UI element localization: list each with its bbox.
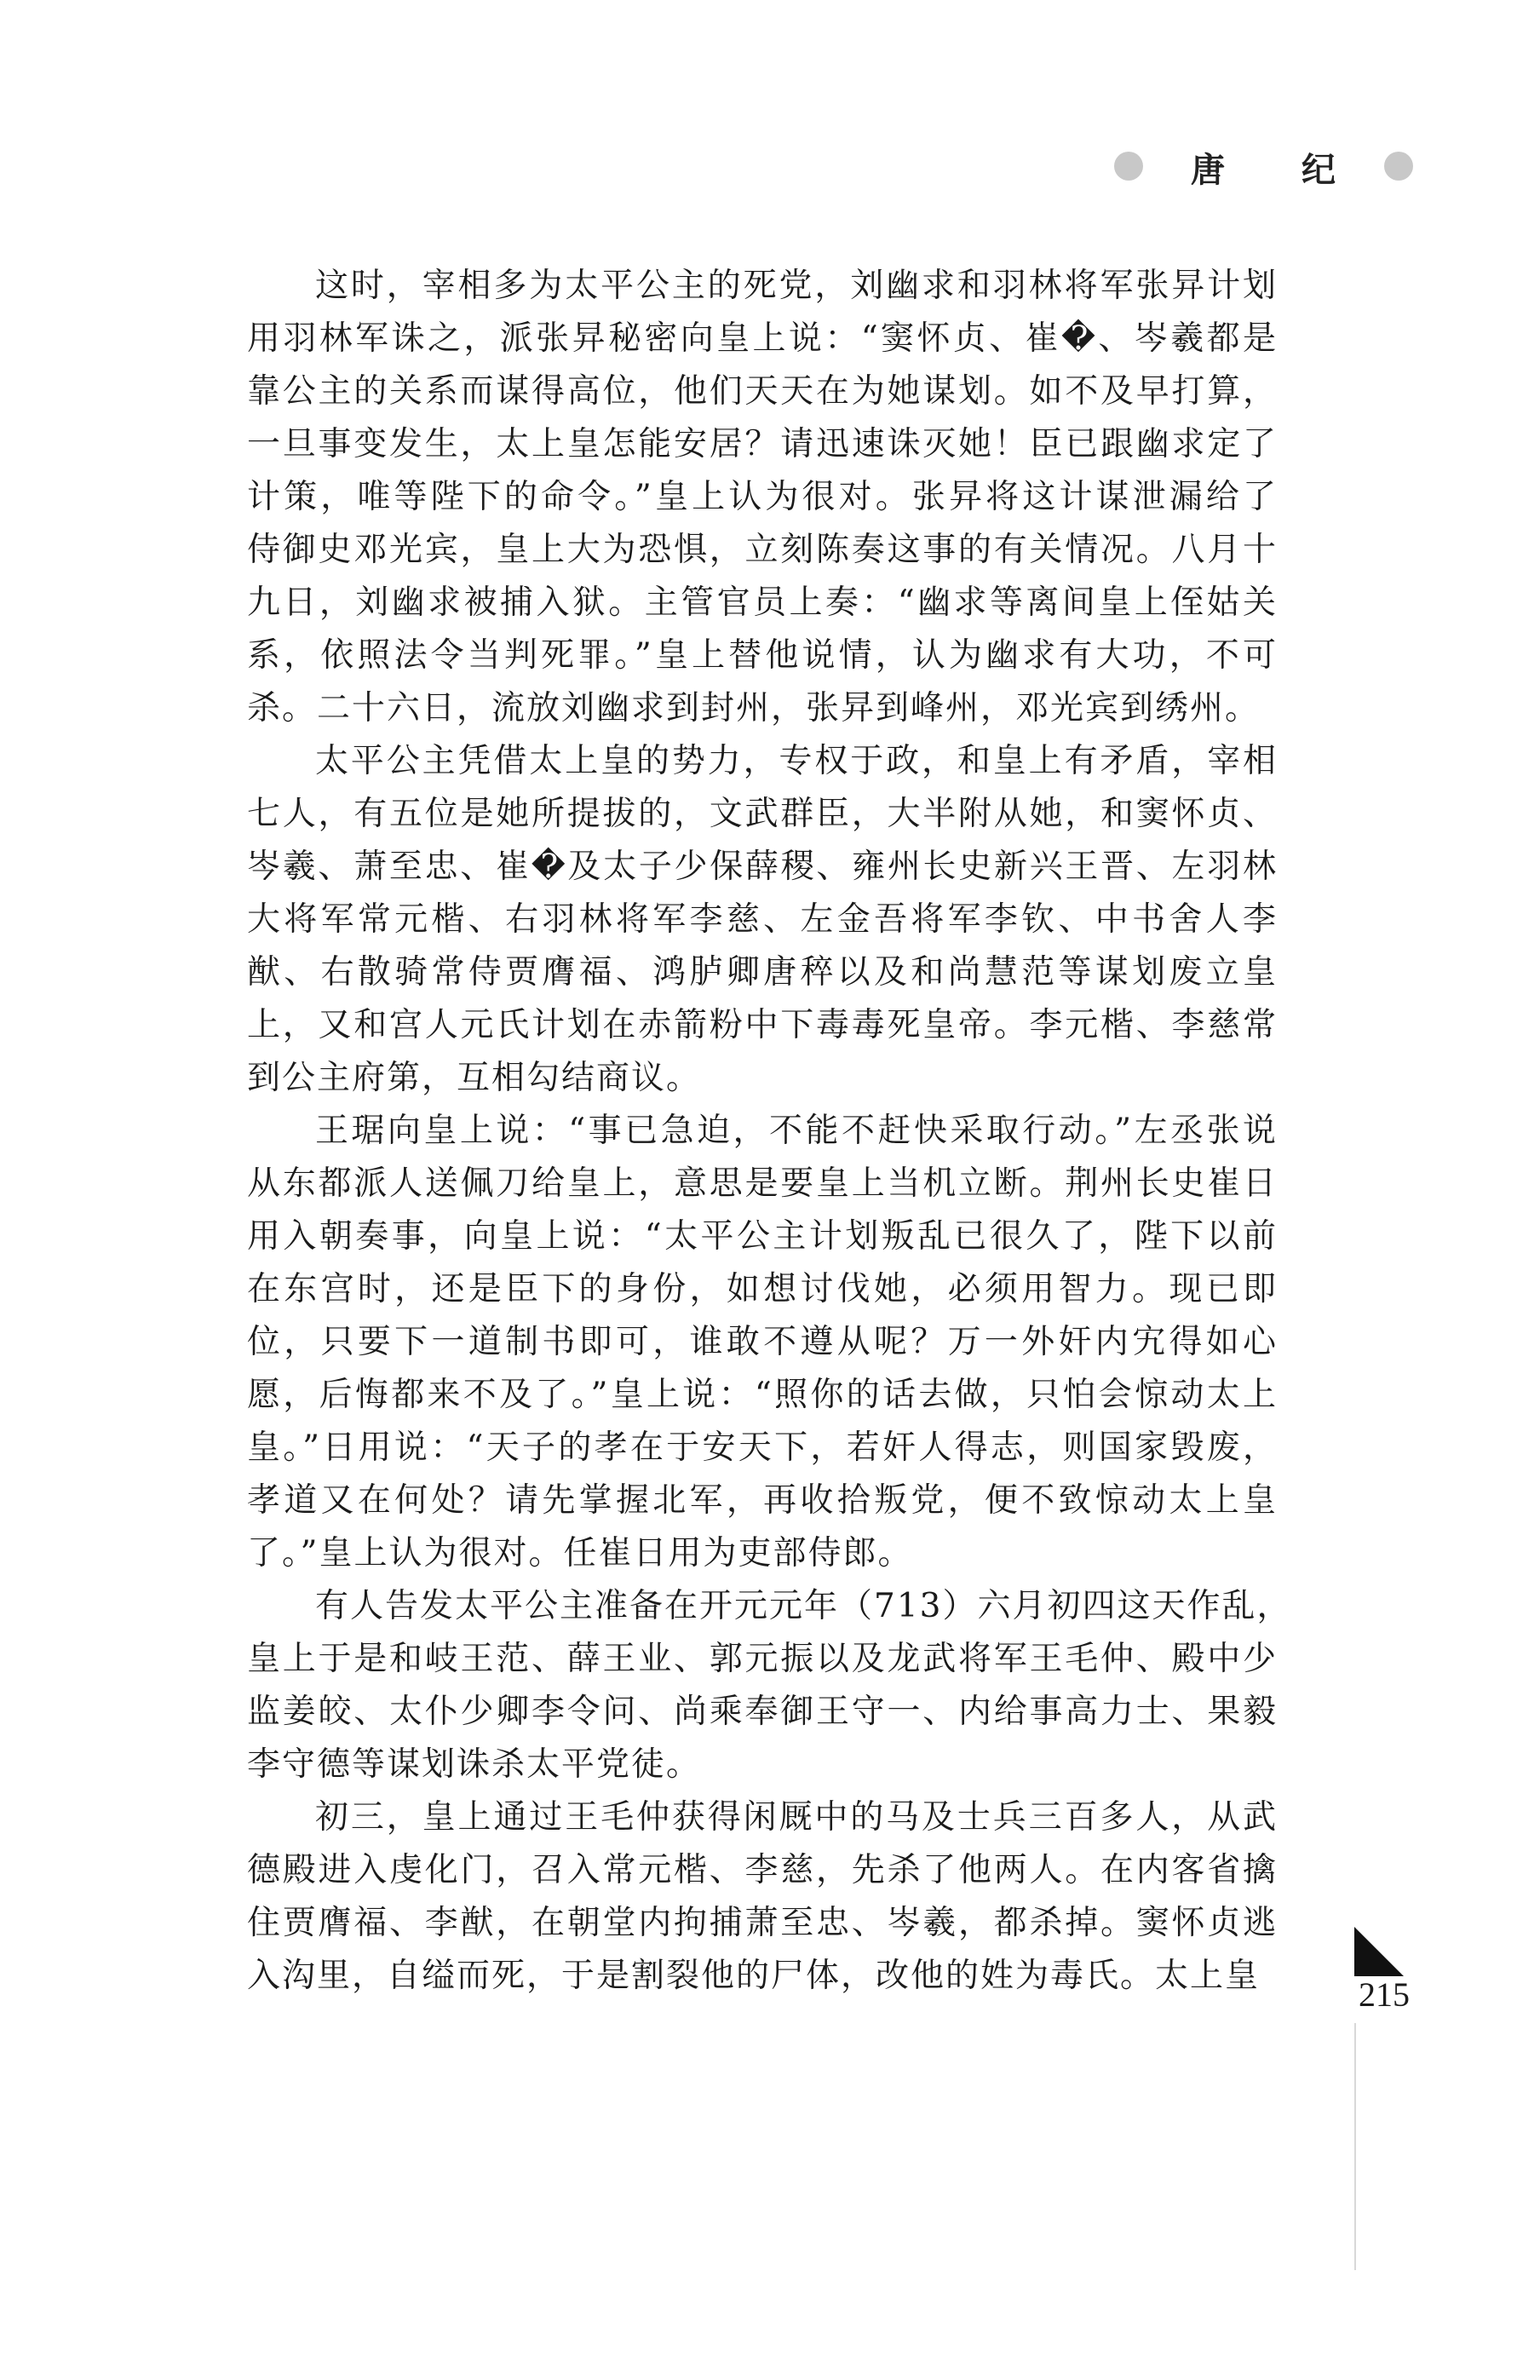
- text-line: 七人，有五位是她所提拔的，文武群臣，大半附从她，和窦怀贞、: [247, 795, 1278, 833]
- text-line: 愿，后悔都来不及了。”皇上说：“照你的话去做，只怕会惊动太上: [247, 1376, 1278, 1414]
- text-line: 王琚向皇上说：“事已急迫，不能不赶快采取行动。”左丞张说: [315, 1112, 1278, 1150]
- text-line: 了。”皇上认为很对。任崔日用为吏部侍郎。: [247, 1534, 913, 1572]
- text-line: 用入朝奏事，向皇上说：“太平公主计划叛乱已很久了，陛下以前: [247, 1217, 1278, 1256]
- paragraph: [247, 735, 1278, 1105]
- text-line: 孝道又在何处？请先掌握北军，再收拾叛党，便不致惊动太上皇: [247, 1481, 1278, 1520]
- text-line: 猷、右散骑常侍贾膺福、鸿胪卿唐稡以及和尚慧范等谋划废立皇: [247, 953, 1278, 992]
- text-line: 计策，唯等陛下的命令。”皇上认为很对。张㫒将这计谋泄漏给了: [247, 478, 1278, 516]
- text-line: 系，依照法令当判死罪。”皇上替他说情，认为幽求有大功，不可: [247, 636, 1278, 675]
- text-line: 九日，刘幽求被捕入狱。主管官员上奏：“幽求等离间皇上侄姑关: [247, 584, 1278, 622]
- text-line: 从东都派人送佩刀给皇上，意思是要皇上当机立断。荆州长史崔日: [247, 1164, 1278, 1203]
- page-number: 215: [1359, 1975, 1410, 2014]
- text-line: 这时，宰相多为太平公主的死党，刘幽求和羽林将军张㫒计划: [315, 267, 1278, 305]
- header-title-char-2: 纪: [1302, 151, 1336, 190]
- text-line: 在东宫时，还是臣下的身份，如想讨伐她，必须用智力。现已即: [247, 1270, 1278, 1308]
- page-corner-mark: [1354, 1927, 1404, 1976]
- text-line: 大将军常元楷、右羽林将军李慈、左金吾将军李钦、中书舍人李: [247, 900, 1278, 939]
- header-title-char-1: 唐: [1191, 151, 1225, 190]
- text-line: 皇。”日用说：“天子的孝在于安天下，若奸人得志，则国家毁废，: [247, 1429, 1278, 1467]
- text-line: 用羽林军诛之，派张㫒秘密向皇上说：“窦怀贞、崔�、岑羲都是: [247, 319, 1278, 358]
- text-line: 初三，皇上通过王毛仲获得闲厩中的马及士兵三百多人，从武: [315, 1798, 1278, 1837]
- text-line: 侍御史邓光宾，皇上大为恐惧，立刻陈奏这事的有关情况。八月十: [247, 531, 1278, 569]
- body-text: [247, 260, 1292, 2003]
- paragraph: [247, 1580, 1292, 1791]
- text-line: 太平公主凭借太上皇的势力，专权于政，和皇上有矛盾，宰相: [315, 742, 1278, 780]
- text-line: 有人告发太平公主准备在开元元年（713）六月初四这天作乱，: [315, 1587, 1292, 1625]
- text-line: 监姜皎、太仆少卿李令问、尚乘奉御王守一、内给事高力士、果毅: [247, 1693, 1278, 1731]
- header-dot-left: [1114, 152, 1143, 181]
- text-line: 杀。二十六日，流放刘幽求到封州，张㫒到峰州，邓光宾到绣州。: [247, 689, 1261, 727]
- text-line: 位，只要下一道制书即可，谁敢不遵从呢？万一外奸内宄得如心: [247, 1323, 1278, 1361]
- text-line: 德殿进入虔化门，召入常元楷、李慈，先杀了他两人。在内客省擒: [247, 1851, 1278, 1889]
- text-line: 岑羲、萧至忠、崔�及太子少保薛稷、雍州长史新兴王晋、左羽林: [247, 848, 1278, 886]
- header-dot-right: [1384, 152, 1413, 181]
- text-line: 一旦事变发生，太上皇怎能安居？请迅速诛灭她！臣已跟幽求定了: [247, 425, 1278, 463]
- margin-rule: [1354, 2023, 1356, 2270]
- text-line: 李守德等谋划诛杀太平党徒。: [247, 1745, 702, 1784]
- text-line: 皇上于是和岐王范、薛王业、郭元振以及龙武将军王毛仲、殿中少: [247, 1640, 1278, 1678]
- text-line: 上，又和宫人元氏计划在赤箭粉中下毒毒死皇帝。李元楷、李慈常: [247, 1006, 1278, 1044]
- paragraph: [247, 260, 1278, 735]
- text-line: 住贾膺福、李猷，在朝堂内拘捕萧至忠、岑羲，都杀掉。窦怀贞逃: [247, 1904, 1278, 1942]
- text-line: 靠公主的关系而谋得高位，他们天天在为她谋划。如不及早打算，: [247, 372, 1278, 411]
- paragraph: [247, 1105, 1278, 1580]
- running-header: [0, 143, 1540, 203]
- text-line: 到公主府第，互相勾结商议。: [247, 1059, 702, 1097]
- paragraph: [247, 1791, 1278, 2003]
- text-line: 入沟里，自缢而死，于是割裂他的尸体，改他的姓为毒氏。太上皇: [247, 1957, 1261, 1995]
